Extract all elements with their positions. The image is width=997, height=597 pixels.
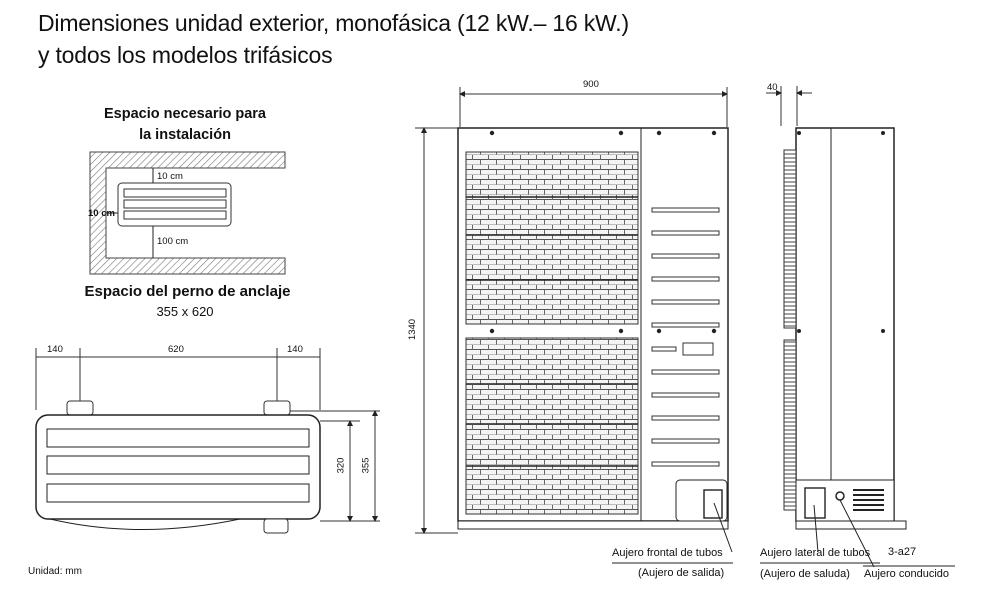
install-space-heading-2: la instalación (139, 127, 231, 143)
dim-height: 1340 (407, 318, 419, 341)
dim-middle: 620 (168, 344, 184, 355)
front-pipe-hole-sublabel: (Aujero de salida) (638, 567, 725, 579)
side-view (766, 86, 906, 567)
front-pipe-hole-label: Aujero frontal de tubos (612, 547, 723, 559)
dim-depth: 355 (360, 457, 372, 474)
top-view-plan (36, 348, 380, 533)
top-clearance-label: 10 cm (157, 171, 183, 182)
install-space-plan (90, 152, 285, 274)
side-clearance-label: 10 cm (88, 208, 115, 219)
front-clearance-label: 100 cm (157, 236, 189, 247)
unit-label: Unidad: mm (28, 566, 82, 577)
side-pipe-hole-label: Aujero lateral de tubos (760, 547, 871, 559)
duct-hole-label: Aujero conducido (864, 568, 950, 580)
side-pipe-hole-sublabel: (Aujero de saluda) (760, 568, 850, 580)
dim-side-offset: 40 (767, 82, 778, 93)
dim-right: 140 (287, 344, 303, 355)
dim-width: 900 (583, 79, 599, 90)
title-line-1: Dimensiones unidad exterior, monofásica (12 kW.– 16 kW.) (38, 10, 629, 36)
anchor-bolt-value: 355 x 620 (156, 304, 214, 319)
figure-ref: 3-a27 (888, 546, 917, 558)
front-view (415, 87, 732, 552)
dim-inner-depth: 320 (335, 457, 347, 474)
install-space-heading-1: Espacio necesario para (104, 106, 266, 122)
dim-left: 140 (47, 344, 63, 355)
title-line-2: y todos los modelos trifásicos (38, 42, 333, 68)
anchor-bolt-heading: Espacio del perno de anclaje (84, 283, 291, 300)
